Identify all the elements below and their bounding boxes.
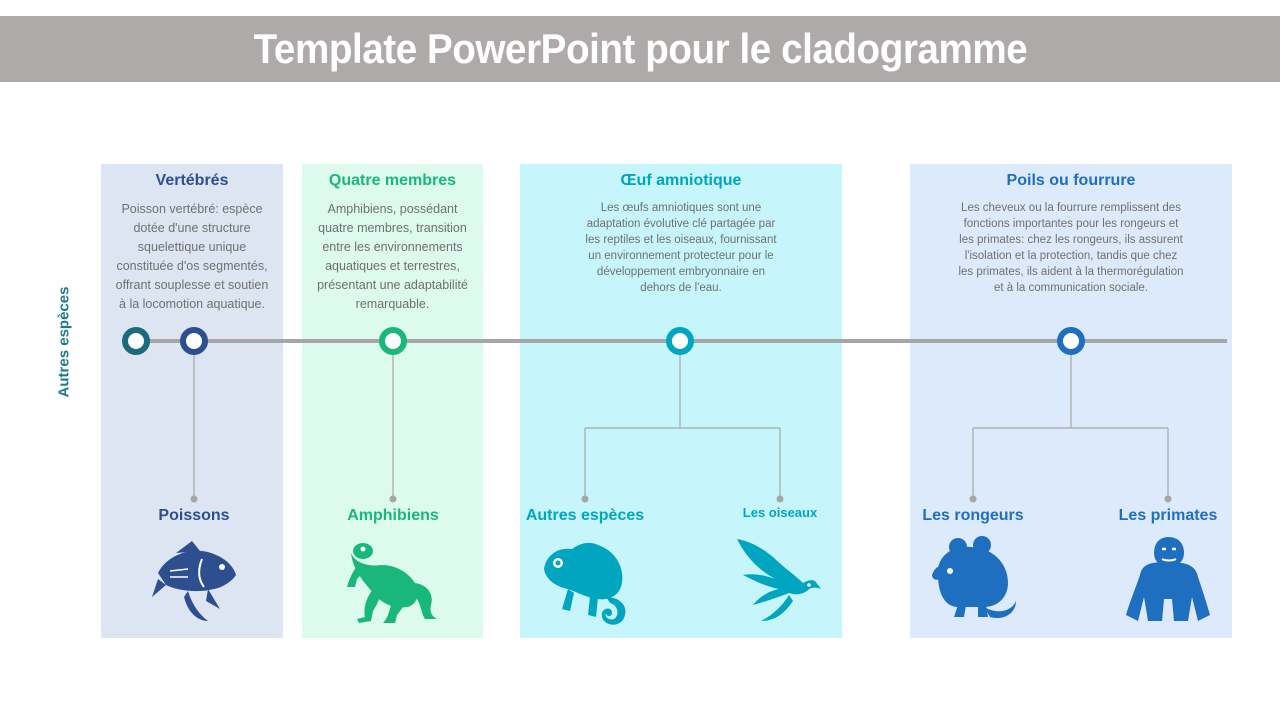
title-bar — [0, 16, 1280, 82]
leaf-label-poissons: Poissons — [158, 507, 230, 524]
leaf-label-rongeurs: Les rongeurs — [922, 507, 1024, 524]
panel-description: Poisson vertébré: espèce dotée d'une structure squelettique unique constituée d'os segmentés, offrant souplesse et soutien à la locomotion aquatique. — [115, 202, 269, 311]
fish-icon — [148, 535, 240, 627]
gorilla-icon — [1122, 535, 1214, 625]
rodent-icon — [928, 535, 1018, 625]
frog-icon — [345, 535, 440, 627]
bird-icon — [735, 535, 825, 627]
leaf-label-oiseaux: Les oiseaux — [742, 505, 818, 520]
leaf-label-primates: Les primates — [1118, 507, 1218, 524]
panel-description: Amphibiens, possédant quatre membres, transition entre les environnements aquatiques et terrestres, présentant une adaptabilité remarquable. — [317, 202, 468, 311]
panel-title: Poils ou fourrure — [1006, 172, 1136, 189]
panel-description: Les cheveux ou la fourrure remplissent des fonctions importantes pour les rongeurs et les primates: chez les rongeurs, ils assurent l'isolation et la protection, tandis que chez les primates, ils aident à la thermorégulation et à la communication sociale. — [958, 202, 1184, 294]
leaf-label-amphibiens: Amphibiens — [347, 507, 439, 524]
side-label: Autres espèces — [55, 286, 73, 398]
panel-title: Vertébrés — [155, 172, 229, 189]
chameleon-icon — [540, 535, 630, 627]
slide-title: Template PowerPoint pour le cladogramme — [253, 25, 1027, 72]
leaf-label-autres-especes: Autres espèces — [525, 507, 645, 524]
panel-description: Les œufs amniotiques sont une adaptation évolutive clé partagée par les reptiles et les oiseaux, fournissant un environnement protecteur pour le développement embryonnaire en dehors de l'eau. — [585, 202, 777, 294]
panel-title: Quatre membres — [328, 172, 457, 189]
panel-title: Œuf amniotique — [620, 172, 742, 189]
